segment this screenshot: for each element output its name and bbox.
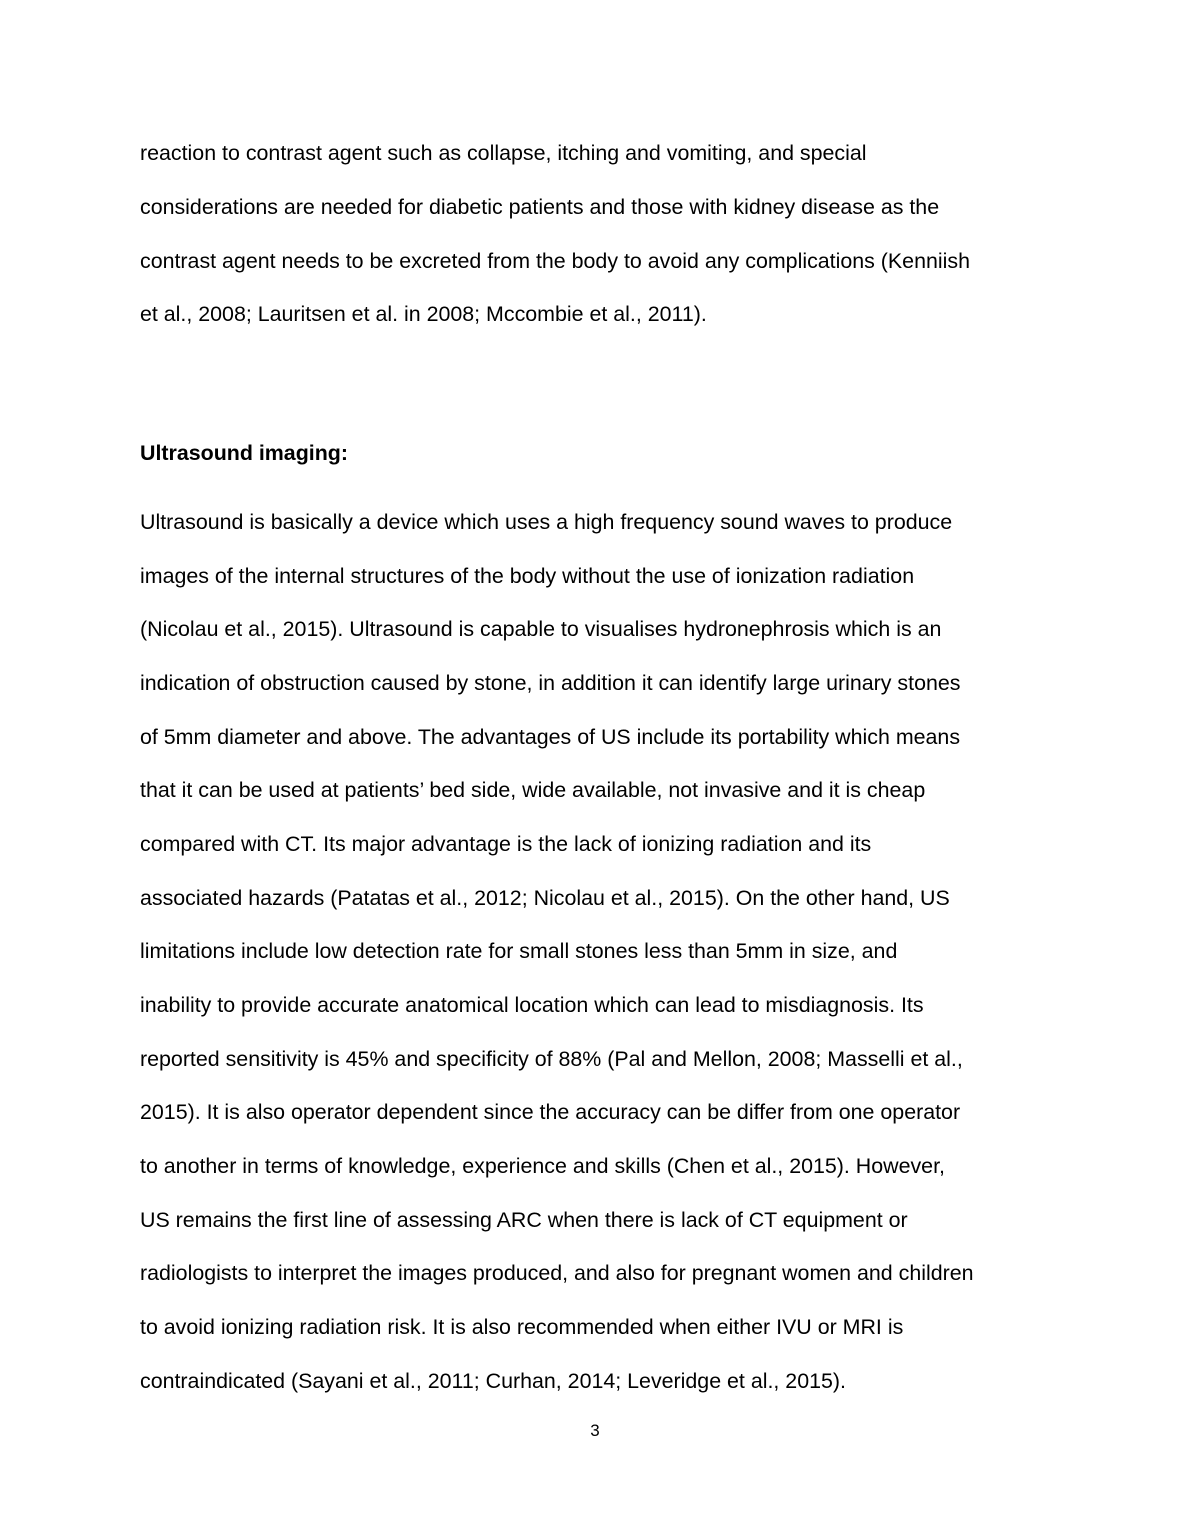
paragraph-line: contraindicated (Sayani et al., 2011; Curhan, 2014; Leveridge et al., 2015). <box>140 1369 846 1393</box>
paragraph-line: indication of obstruction caused by stone, in addition it can identify large urinary stones <box>140 671 961 695</box>
page-number: 3 <box>590 1421 600 1440</box>
paragraph-line: images of the internal structures of the body without the use of ionization radiation <box>140 564 915 588</box>
paragraph-line: US remains the first line of assessing ARC when there is lack of CT equipment or <box>140 1208 908 1232</box>
paragraph-line: contrast agent needs to be excreted from the body to avoid any complications (Kenniish <box>140 249 970 273</box>
paragraph-line: inability to provide accurate anatomical location which can lead to misdiagnosis. Its <box>140 993 924 1017</box>
paragraph-line: that it can be used at patients’ bed side, wide available, not invasive and it is cheap <box>140 778 926 802</box>
paragraph-line: reported sensitivity is 45% and specificity of 88% (Pal and Mellon, 2008; Masselli et al., <box>140 1047 963 1071</box>
paragraph-line: et al., 2008; Lauritsen et al. in 2008; Mccombie et al., 2011). <box>140 302 707 326</box>
paragraph-line: compared with CT. Its major advantage is the lack of ionizing radiation and its <box>140 832 872 856</box>
paragraph-line: considerations are needed for diabetic patients and those with kidney disease as the <box>140 195 940 219</box>
paragraph-line: to another in terms of knowledge, experience and skills (Chen et al., 2015). However, <box>140 1154 945 1178</box>
paragraph-line: radiologists to interpret the images produced, and also for pregnant women and children <box>140 1261 974 1285</box>
paragraph-line: 2015). It is also operator dependent since the accuracy can be differ from one operator <box>140 1100 961 1124</box>
section-heading: Ultrasound imaging: <box>140 441 348 465</box>
paragraph-line: Ultrasound is basically a device which uses a high frequency sound waves to produce <box>140 510 953 534</box>
paragraph-line: (Nicolau et al., 2015). Ultrasound is capable to visualises hydronephrosis which is an <box>140 617 942 641</box>
paragraph-line: of 5mm diameter and above. The advantages of US include its portability which means <box>140 725 961 749</box>
paragraph-line: reaction to contrast agent such as collapse, itching and vomiting, and special <box>140 141 867 165</box>
paragraph-line: to avoid ionizing radiation risk. It is also recommended when either IVU or MRI is <box>140 1315 904 1339</box>
paragraph-line: associated hazards (Patatas et al., 2012; Nicolau et al., 2015). On the other hand, US <box>140 886 950 910</box>
paragraph-line: limitations include low detection rate for small stones less than 5mm in size, and <box>140 939 898 963</box>
